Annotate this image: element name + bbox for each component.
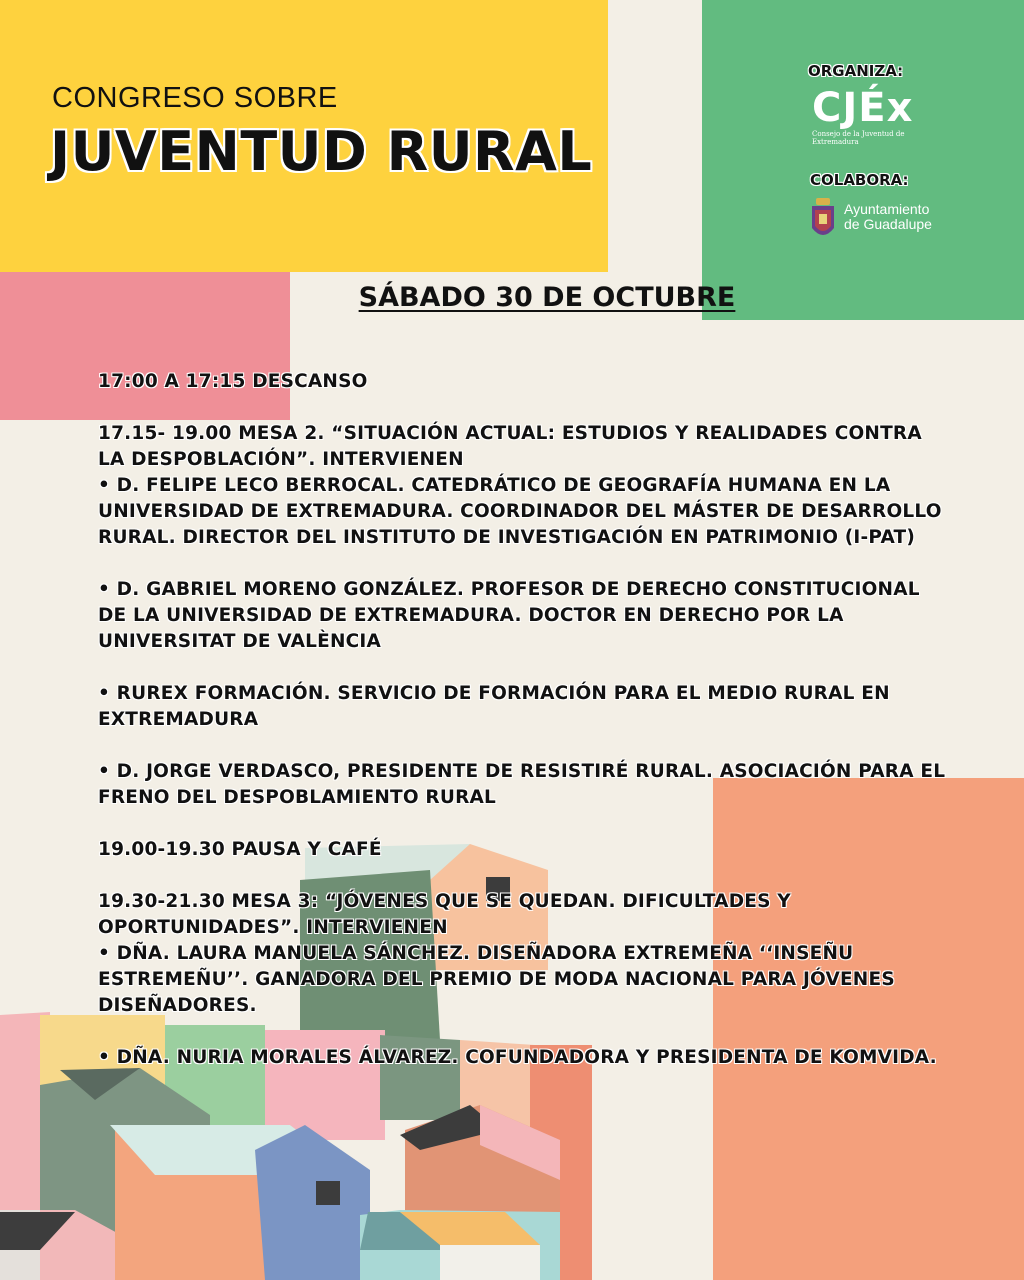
mesa-2-speaker-2: • D. GABRIEL MORENO GONZÁLEZ. PROFESOR DE DERECHO CONSTITUCIONAL DE LA UNIVERSIDAD DE EXTREMADURA. DOCTOR EN DERECHO POR LA UNIVERSITAT DE VALÈNCIA <box>98 579 920 652</box>
mesa-3-speaker-2: • DÑA. NURIA MORALES ÁLVAREZ. COFUNDADORA Y PRESIDENTA DE KOMVIDA. <box>98 1047 937 1068</box>
guadalupe-logo-line1: Ayuntamiento <box>844 201 930 217</box>
date-heading: SÁBADO 30 DE OCTUBRE <box>358 282 736 313</box>
organiza-label: ORGANIZA: <box>808 62 904 80</box>
mesa-2-speaker-3: • RUREX FORMACIÓN. SERVICIO DE FORMACIÓN PARA EL MEDIO RURAL EN EXTREMADURA <box>98 683 890 730</box>
mesa-2-speaker-4: • D. JORGE VERDASCO, PRESIDENTE DE RESISTIRÉ RURAL. ASOCIACIÓN PARA EL FRENO DEL DESPOBLAMIENTO RURAL <box>98 761 946 808</box>
guadalupe-logo <box>810 196 940 242</box>
mesa-2-section <box>98 421 948 551</box>
mesa-3-title: 19.30-21.30 MESA 3: “JÓVENES QUE SE QUEDAN. DIFICULTADES Y OPORTUNIDADES”. INTERVIENEN <box>98 891 791 938</box>
mesa-3-speaker-1: • DÑA. LAURA MANUELA SÁNCHEZ. DISEÑADORA EXTREMEÑA ‘‘INSEÑU ESTREMEÑU’’. GANADORA DEL PREMIO DE MODA NACIONAL PARA JÓVENES DISEÑADORES. <box>98 943 895 1016</box>
mesa-3-section <box>98 889 948 1019</box>
cjex-logo <box>812 86 922 158</box>
background-green-block <box>702 0 1024 320</box>
schedule-break-descanso: 17:00 A 17:15 DESCANSO <box>98 371 368 392</box>
coat-of-arms-icon <box>810 198 836 242</box>
program-schedule <box>98 369 948 1097</box>
schedule-break-pausa: 19.00-19.30 PAUSA Y CAFÉ <box>98 839 382 860</box>
title-kicker: CONGRESO SOBRE <box>52 82 338 114</box>
cjex-logo-text: CJÉx <box>812 85 914 131</box>
colabora-label: COLABORA: <box>810 171 909 189</box>
page-title: JUVENTUD RURAL <box>50 120 593 183</box>
guadalupe-logo-line2: de Guadalupe <box>844 216 932 232</box>
mesa-2-title: 17.15- 19.00 MESA 2. “SITUACIÓN ACTUAL: ESTUDIOS Y REALIDADES CONTRA LA DESPOBLACIÓN”. INTERVIENEN <box>98 423 922 470</box>
mesa-2-speaker-1: • D. FELIPE LECO BERROCAL. CATEDRÁTICO DE GEOGRAFÍA HUMANA EN LA UNIVERSIDAD DE EXTREMADURA. COORDINADOR DEL MÁSTER DE DESARROLLO RURAL. DIRECTOR DEL INSTITUTO DE INVESTIGACIÓN EN PATRIMONIO (I-PAT) <box>98 475 942 548</box>
cjex-logo-subtitle: Consejo de la Juventud de Extremadura <box>812 130 905 146</box>
